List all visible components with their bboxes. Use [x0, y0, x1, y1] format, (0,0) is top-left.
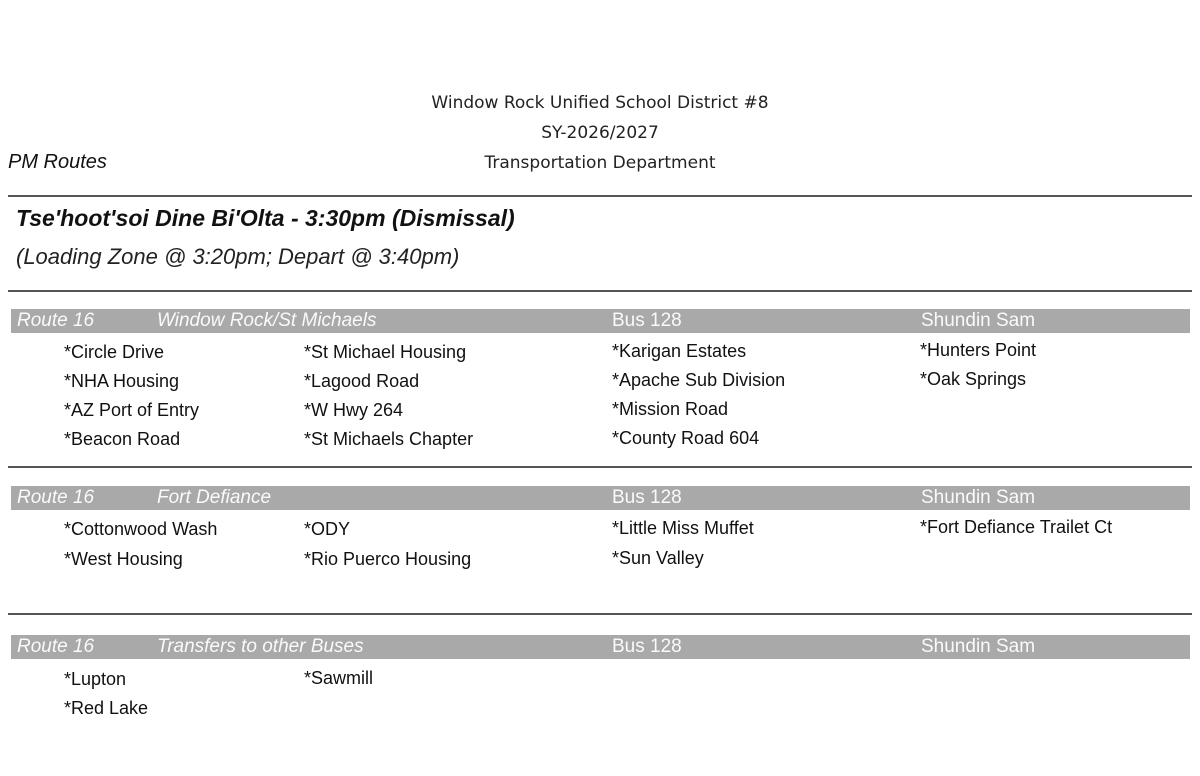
route-stop: *County Road 604 [612, 428, 760, 448]
route-header-bar [11, 635, 1190, 659]
bus-number: Bus 128 [612, 310, 682, 331]
pm-routes-label: PM Routes [8, 151, 107, 173]
school-year: SY-2026/2027 [541, 123, 659, 143]
route-stop: *Cottonwood Wash [64, 519, 218, 539]
driver-name: Shundin Sam [921, 487, 1036, 508]
driver-name: Shundin Sam [921, 636, 1036, 657]
route-stop: *Circle Drive [64, 342, 165, 362]
department-name: Transportation Department [484, 153, 716, 173]
route-stop: *Lagood Road [304, 371, 420, 391]
route-stop: *Karigan Estates [612, 341, 747, 361]
route-stop: *Apache Sub Division [612, 370, 786, 390]
route-stop: *Rio Puerco Housing [304, 549, 472, 569]
route-stop: *Lupton [64, 669, 127, 689]
district-name: Window Rock Unified School District #8 [431, 93, 769, 113]
route-stop: *Mission Road [612, 399, 729, 419]
bus-number: Bus 128 [612, 487, 682, 508]
route-stop: *Sawmill [304, 668, 374, 688]
route-number: Route 16 [17, 310, 95, 331]
route-stop: *Sun Valley [612, 548, 704, 568]
bus-number: Bus 128 [612, 636, 682, 657]
section-divider [8, 290, 1192, 292]
school-schedule-note: (Loading Zone @ 3:20pm; Depart @ 3:40pm) [16, 244, 460, 269]
school-title: Tse'hoot'soi Dine Bi'Olta - 3:30pm (Dismissal) [16, 205, 515, 231]
route-number: Route 16 [17, 636, 95, 657]
route-stop: *West Housing [64, 549, 183, 569]
route-header-bar [11, 486, 1190, 510]
route-name: Fort Defiance [157, 487, 272, 508]
route-number: Route 16 [17, 487, 95, 508]
route-stop: *Fort Defiance Trailet Ct [920, 517, 1113, 537]
route-stop: *ODY [304, 519, 351, 539]
route-stop: *NHA Housing [64, 371, 180, 391]
route-stop: *Hunters Point [920, 340, 1037, 360]
route-stop: *Little Miss Muffet [612, 518, 754, 538]
route-name: Transfers to other Buses [157, 636, 364, 657]
route-stop: *Oak Springs [920, 369, 1027, 389]
route-name: Window Rock/St Michaels [157, 310, 377, 331]
route-stop: *Beacon Road [64, 429, 181, 449]
route-stop: *W Hwy 264 [304, 400, 404, 420]
driver-name: Shundin Sam [921, 310, 1036, 331]
section-divider [8, 613, 1192, 615]
route-stop: *Red Lake [64, 698, 149, 718]
route-stop: *AZ Port of Entry [64, 400, 200, 420]
route-header-bar [11, 309, 1190, 333]
header-divider [8, 195, 1192, 197]
route-stop: *St Michael Housing [304, 342, 467, 362]
section-divider [8, 466, 1192, 468]
route-stop: *St Michaels Chapter [304, 429, 474, 449]
